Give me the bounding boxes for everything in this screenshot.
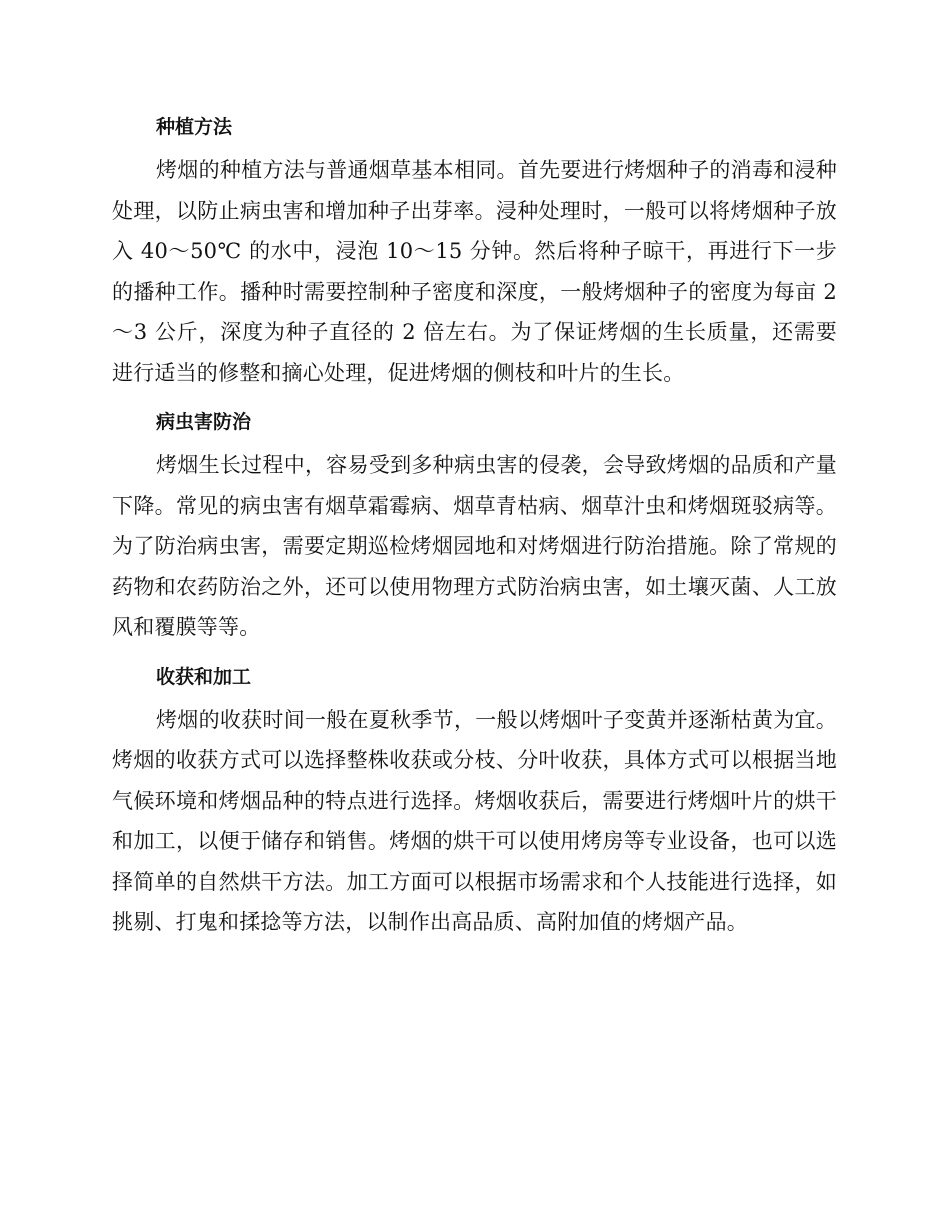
section-paragraph: 烤烟的收获时间一般在夏秋季节，一般以烤烟叶子变黄并逐渐枯黄为宜。烤烟的收获方式可以选择整株收获或分枝、分叶收获，具体方式可以根据当地气候环境和烤烟品种的特点进行选择。烤烟收获后，需要进行烤烟叶片的烘干和加工，以便于储存和销售。烤烟的烘干可以使用烤房等专业设备，也可以选择简单的自然烘干方法。加工方面可以根据市场需求和个人技能进行选择，如挑剔、打鬼和揉捻等方法，以制作出高品质、高附加值的烤烟产品。 [112,707,837,934]
section-heading: 收获和加工 [156,665,252,688]
section-heading: 种植方法 [156,116,233,138]
section-harvest [112,654,837,943]
section-planting [112,104,837,393]
section-heading: 病虫害防治 [156,411,252,433]
section-paragraph: 烤烟生长过程中，容易受到多种病虫害的侵袭，会导致烤烟的品质和产量下降。常见的病虫害有烟草霜霉病、烟草青枯病、烟草汁虫和烤烟斑驳病等。为了防治病虫害，需要定期巡检烤烟园地和对烤烟进行防治措施。除了常规的药物和农药防治之外，还可以使用物理方式防治病虫害，如土壤灭菌、人工放风和覆膜等等。 [112,453,837,639]
document-page [112,104,837,949]
section-pest-control [112,399,837,648]
section-paragraph: 烤烟的种植方法与普通烟草基本相同。首先要进行烤烟种子的消毒和浸种处理，以防止病虫害和增加种子出芽率。浸种处理时，一般可以将烤烟种子放入 40～50℃ 的水中，浸泡 10～15 分钟。然后将种子晾干，再进行下一步的播种工作。播种时需要控制种子密度和深度，一般烤烟种子的密度为每亩 2～3 公斤，深度为种子直径的 2 倍左右。为了保证烤烟的生长质量，还需要进行适当的修整和摘心处理，促进烤烟的侧枝和叶片的生长。 [112,158,837,385]
